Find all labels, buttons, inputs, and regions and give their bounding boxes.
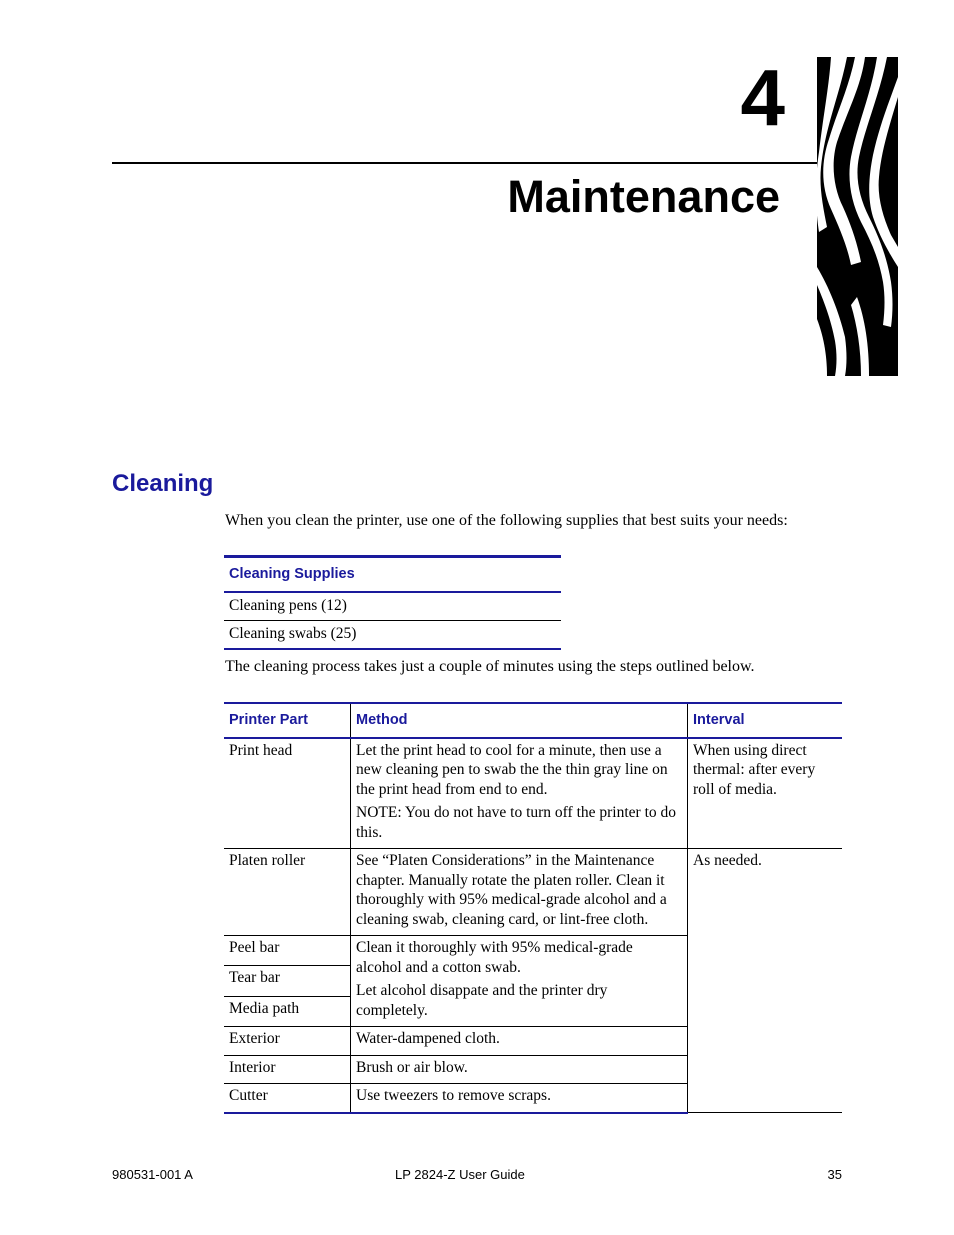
zebra-stripe-logo xyxy=(817,57,898,376)
method-text: Let the print head to cool for a minute, then use a new cleaning pen to swab the the thin gray line on the print head from end to end. xyxy=(356,741,668,798)
method-cell: Brush or air blow. xyxy=(351,1055,688,1084)
chapter-rule xyxy=(112,162,817,164)
part-cell: Interior xyxy=(224,1055,351,1084)
intro-paragraph: When you clean the printer, use one of the following supplies that best suits your needs: xyxy=(225,512,788,529)
method-cell xyxy=(351,738,688,849)
footer-doc-number: 980531-001 A xyxy=(112,1167,193,1182)
method-text: Clean it thoroughly with 95% medical-grade alcohol and a cotton swab. xyxy=(356,939,633,976)
method-cell: See “Platen Considerations” in the Maintenance chapter. Manually rotate the platen roller. Clean it thoroughly with 95% medical-grade alcohol and a cleaning swab, cleaning card, or lint-free cloth. xyxy=(351,849,688,936)
chapter-title: Maintenance xyxy=(507,171,780,222)
supply-cell: Cleaning pens (12) xyxy=(224,592,561,621)
interval-cell: As needed. xyxy=(688,849,843,1113)
method-cell: Water-dampened cloth. xyxy=(351,1027,688,1056)
part-cell: Exterior xyxy=(224,1027,351,1056)
part-cell: Media path xyxy=(224,996,351,1026)
footer-page-number: 35 xyxy=(827,1167,842,1182)
cleaning-schedule-table xyxy=(224,702,842,1114)
header-interval: Interval xyxy=(688,703,843,738)
section-heading: Cleaning xyxy=(112,470,214,497)
footer-guide-title: LP 2824-Z User Guide xyxy=(395,1167,525,1182)
part-cell: Print head xyxy=(224,738,351,849)
table-row xyxy=(224,849,842,936)
part-cell: Tear bar xyxy=(224,966,351,996)
interval-cell: When using direct thermal: after every roll of media. xyxy=(688,738,843,849)
process-paragraph: The cleaning process takes just a couple of minutes using the steps outlined below. xyxy=(225,658,755,675)
method-cell xyxy=(351,936,688,1027)
table-row xyxy=(224,620,561,649)
supplies-header: Cleaning Supplies xyxy=(224,557,561,592)
table-row xyxy=(224,592,561,621)
part-cell: Platen roller xyxy=(224,849,351,936)
supply-cell: Cleaning swabs (25) xyxy=(224,620,561,649)
table-row xyxy=(224,738,842,849)
cleaning-supplies-table xyxy=(224,555,561,650)
header-method: Method xyxy=(351,703,688,738)
part-cell: Peel bar xyxy=(224,936,351,966)
part-cell: Cutter xyxy=(224,1084,351,1113)
chapter-number: 4 xyxy=(740,53,785,142)
method-text: Let alcohol disappate and the printer dry completely. xyxy=(356,982,608,1019)
header-printer-part: Printer Part xyxy=(224,703,351,738)
method-cell: Use tweezers to remove scraps. xyxy=(351,1084,688,1113)
method-note: NOTE: You do not have to turn off the printer to do this. xyxy=(356,804,677,841)
